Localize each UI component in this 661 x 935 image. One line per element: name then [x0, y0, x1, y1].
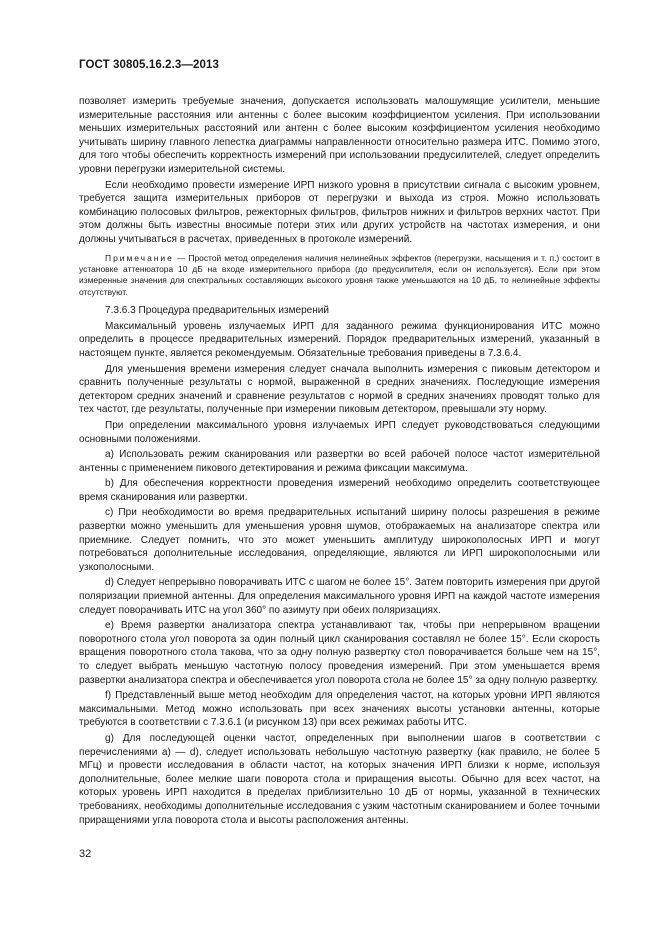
list-item-f: f) Представленный выше метод необходим для определения частот, на которых уровни ИРП являются максимальными. Метод можно использовать при всех значениях высоты установки антенны, которые требуются в соответствии с 7.3.6.1 (и рисунком 13) при всех режимах работы ИТС. [79, 690, 600, 729]
paragraph-continuation: позволяет измерить требуемые значения, допускается использовать малошумящие усилители, меньшие измерительные расстояния или антенны с более высоким коэффициентом усиления. При использовании меньших измерительных расстояний или антенн с более высоким коэффициентом усиления необходимо учитывать ширину главного лепестка диаграммы направленности относительно размера ИТС. Помимо этого, для того чтобы обеспечить корректность измерений при использовании предусилителей, следует определить уровни перегрузки измерительной системы. [79, 96, 600, 175]
list-item-e: е) Время развертки анализатора спектра устанавливают так, чтобы при непрерывном вращении поворотного стола угол поворота за один полный цикл сканирования составлял не более 15°. Если скорость вращения поворотного стола такова, что за одну полную развертку стол поворачивается больше чем на 15°, то следует выбрать меньшую частотную полосу проведения измерений. При этом уменьшается время развертки анализатора спектра и обеспечивается угол поворота стола не более 15° за одну полную развертку. [79, 620, 600, 686]
list-item-g: g) Для последующей оценки частот, определенных при выполнении шагов в соответствии с перечислениями а) — d), следует использовать небольшую частотную развертку (как правило, не более 5 МГц) и провести исследования в области частот, на которых значения ИРП близки к норме, используя дополнительные, более мелкие шаги поворота стола и приращения высоты. Обычно для всех частот, на которых уровень ИРП находится в пределах приблизительно 10 дБ от нормы, указанной в технических требованиях, необходимы дополнительные исследования с узким частотным сканированием и более точными приращениями угла поворота стола и высоты расположения антенны. [79, 732, 600, 826]
note-block [79, 253, 600, 299]
note-text: Простой метод определения наличия нелинейных эффектов (перегрузки, насыщения и т. п.) состоит в установке аттенюатора 10 дБ на входе измерительного прибора (до предусилителя, если он используется). Если при этом измеренные значения для спектральных составляющих высокого уровня также уменьшаются на 10 дБ, то нелинейные эффекты отсутствуют. [79, 252, 600, 297]
note-label: Примечание [105, 252, 174, 263]
document-header: ГОСТ 30805.16.2.3—2013 [79, 59, 219, 71]
list-item-c: с) При необходимости во время предварительных испытаний ширину полосы разрешения в режиме развертки можно уменьшить для уменьшения уровня шумов, отображаемых на анализаторе спектра или приемнике. Следует помнить, что это может уменьшить амплитуду широкополосных ИРП и могут потребоваться дополнительные исследования, определяющие, являются ли ИРП широкополосными или узкополосными. [79, 507, 600, 573]
section-heading-7-3-6-3: 7.3.6.3 Процедура предварительных измерений [105, 305, 330, 317]
document-body [79, 95, 600, 829]
paragraph-overload-protection: Если необходимо провести измерение ИРП низкого уровня в присутствии сигнала с высоким уровнем, требуется защита измерительных приборов от перегрузки и выхода из строя. Можно использовать комбинацию полосовых фильтров, режекторных фильтров, фильтров нижних и фильтров верхних частот. При этом должны быть известны вносимые потери этих или других устройств на частотах измерения, и они должны учитываться в расчетах, приведенных в протоколе измерений. [79, 179, 600, 245]
paragraph-reduce-time: Для уменьшения времени измерения следует сначала выполнить измерения с пиковым детектором и сравнить полученные результаты с нормой, выраженной в средних значениях. Последующие измерения детектором средних значений и сравнение результатов с нормой в средних значениях проводят только для тех частот, где результаты, полученные при измерении пиковым детектором, превышали эту норму. [79, 363, 600, 416]
note-dash: — [173, 252, 189, 263]
list-item-b: b) Для обеспечения корректности проведения измерений необходимо определить соответствующее время сканирования или развертки. [79, 478, 600, 503]
paragraph-max-level: Максимальный уровень излучаемых ИРП для заданного режима функционирования ИТС можно определить в процессе предварительных измерений. Порядок предварительных измерений, указанный в настоящем пункте, является рекомендуемым. Обязательные требования приведены в 7.3.6.4. [79, 320, 600, 359]
list-item-a: а) Использовать режим сканирования или развертки во всей рабочей полосе частот измерительной антенны с применением пикового детектирования и режима фиксации максимума. [79, 449, 600, 474]
list-item-d: d) Следует непрерывно поворачивать ИТС с шагом не более 15°. Затем повторить измерения при другой поляризации приемной антенны. Для определения максимального уровня ИРП на каждой частоте измерения следует поворачивать ИТС на угол 360° по азимуту при обеих поляризациях. [79, 577, 600, 616]
paragraph-principles: При определении максимального уровня излучаемых ИРП следует руководствоваться следующими основными положениями. [79, 419, 600, 445]
page-number: 32 [79, 848, 92, 860]
